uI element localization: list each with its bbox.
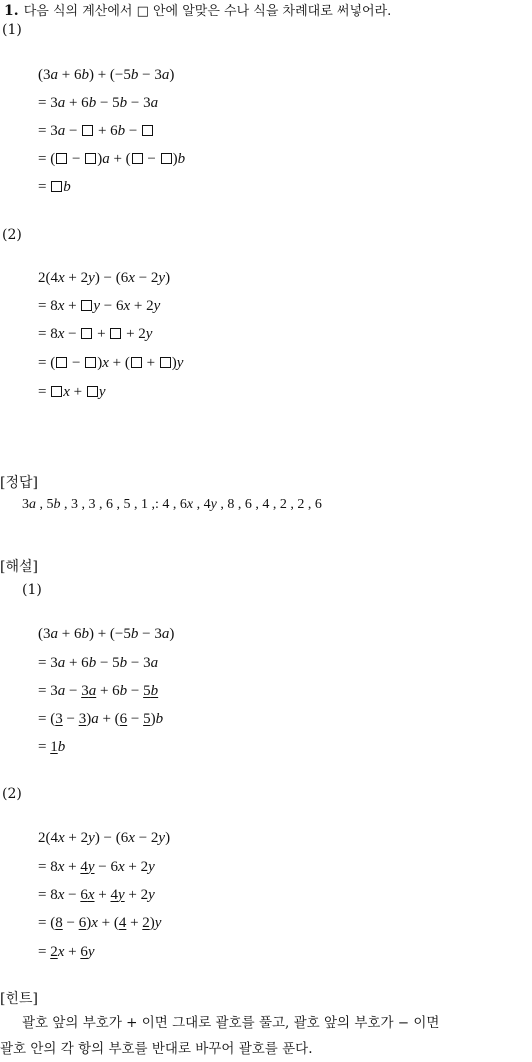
math-line: = ( − )x + ( + )y — [38, 355, 184, 371]
math-line: = 8x − 6x + 4y + 2y — [38, 887, 155, 903]
math-line: = 8x + y − 6x + 2y — [38, 298, 161, 314]
hint-line-1: 괄호 앞의 부호가 + 이면 그대로 괄호를 풀고, 괄호 앞의 부호가 − 이면 — [22, 1015, 440, 1031]
math-line: (3a + 6b) + (−5b − 3a) — [38, 626, 175, 642]
answer-blank[interactable] — [161, 153, 172, 164]
math-line: 2(4x + 2y) − (6x − 2y) — [38, 270, 171, 286]
problem-text: 다음 식의 계산에서 □ 안에 알맞은 수나 식을 차례대로 써넣어라. — [23, 4, 392, 19]
answer-blank[interactable] — [142, 125, 153, 136]
math-line: = 3a + 6b − 5b − 3a — [38, 95, 159, 111]
hint-header: [힌트] — [0, 991, 38, 1007]
math-line: (3a + 6b) + (−5b − 3a) — [38, 67, 175, 83]
answer-blank[interactable] — [56, 153, 67, 164]
answer-blank[interactable] — [82, 125, 93, 136]
answer-blank[interactable] — [81, 328, 92, 339]
answer-blank[interactable] — [131, 357, 142, 368]
math-line: = 8x + 4y − 6x + 2y — [38, 859, 155, 875]
math-line: = 2x + 6y — [38, 944, 95, 960]
answer-blank[interactable] — [51, 386, 62, 397]
math-line: = ( − )a + ( − )b — [38, 151, 186, 167]
answer-blank[interactable] — [85, 153, 96, 164]
math-line: = (3 − 3)a + (6 − 5)b — [38, 711, 164, 727]
answer-blank[interactable] — [81, 300, 92, 311]
math-line: = 8x − + + 2y — [38, 326, 153, 342]
math-line: = 3a − 3a + 6b − 5b — [38, 683, 159, 699]
math-line: = b — [38, 179, 71, 195]
math-line: = (8 − 6)x + (4 + 2)y — [38, 915, 162, 931]
answer-blank[interactable] — [56, 357, 67, 368]
answer-blank[interactable] — [110, 328, 121, 339]
math-line: = 1b — [38, 739, 66, 755]
part2-label: (2) — [2, 227, 22, 243]
math-line: = 3a + 6b − 5b − 3a — [38, 655, 159, 671]
answer-blank[interactable] — [51, 181, 62, 192]
math-line: = x + y — [38, 384, 106, 400]
answer-header: [정답] — [0, 475, 38, 491]
answer-text: 3a , 5b , 3 , 3 , 6 , 5 , 1 ,: 4 , 6x , 4y , 8 , 6 , 4 , 2 , 2 , 6 — [22, 497, 322, 512]
answer-blank[interactable] — [85, 357, 96, 368]
answer-blank[interactable] — [160, 357, 171, 368]
math-line: 2(4x + 2y) − (6x − 2y) — [38, 830, 171, 846]
problem-header — [4, 0, 391, 19]
hint-line-2: 괄호 안의 각 항의 부호를 반대로 바꾸어 괄호를 푼다. — [0, 1041, 313, 1057]
part1-label: (1) — [2, 22, 22, 38]
explanation-header: [해설] — [0, 559, 38, 575]
math-line: = 3a − + 6b − — [38, 123, 154, 140]
explanation-part1-label: (1) — [22, 582, 42, 598]
answer-blank[interactable] — [87, 386, 98, 397]
problem-number: 1. — [4, 3, 19, 19]
explanation-part2-label: (2) — [2, 786, 22, 802]
answer-blank[interactable] — [132, 153, 143, 164]
